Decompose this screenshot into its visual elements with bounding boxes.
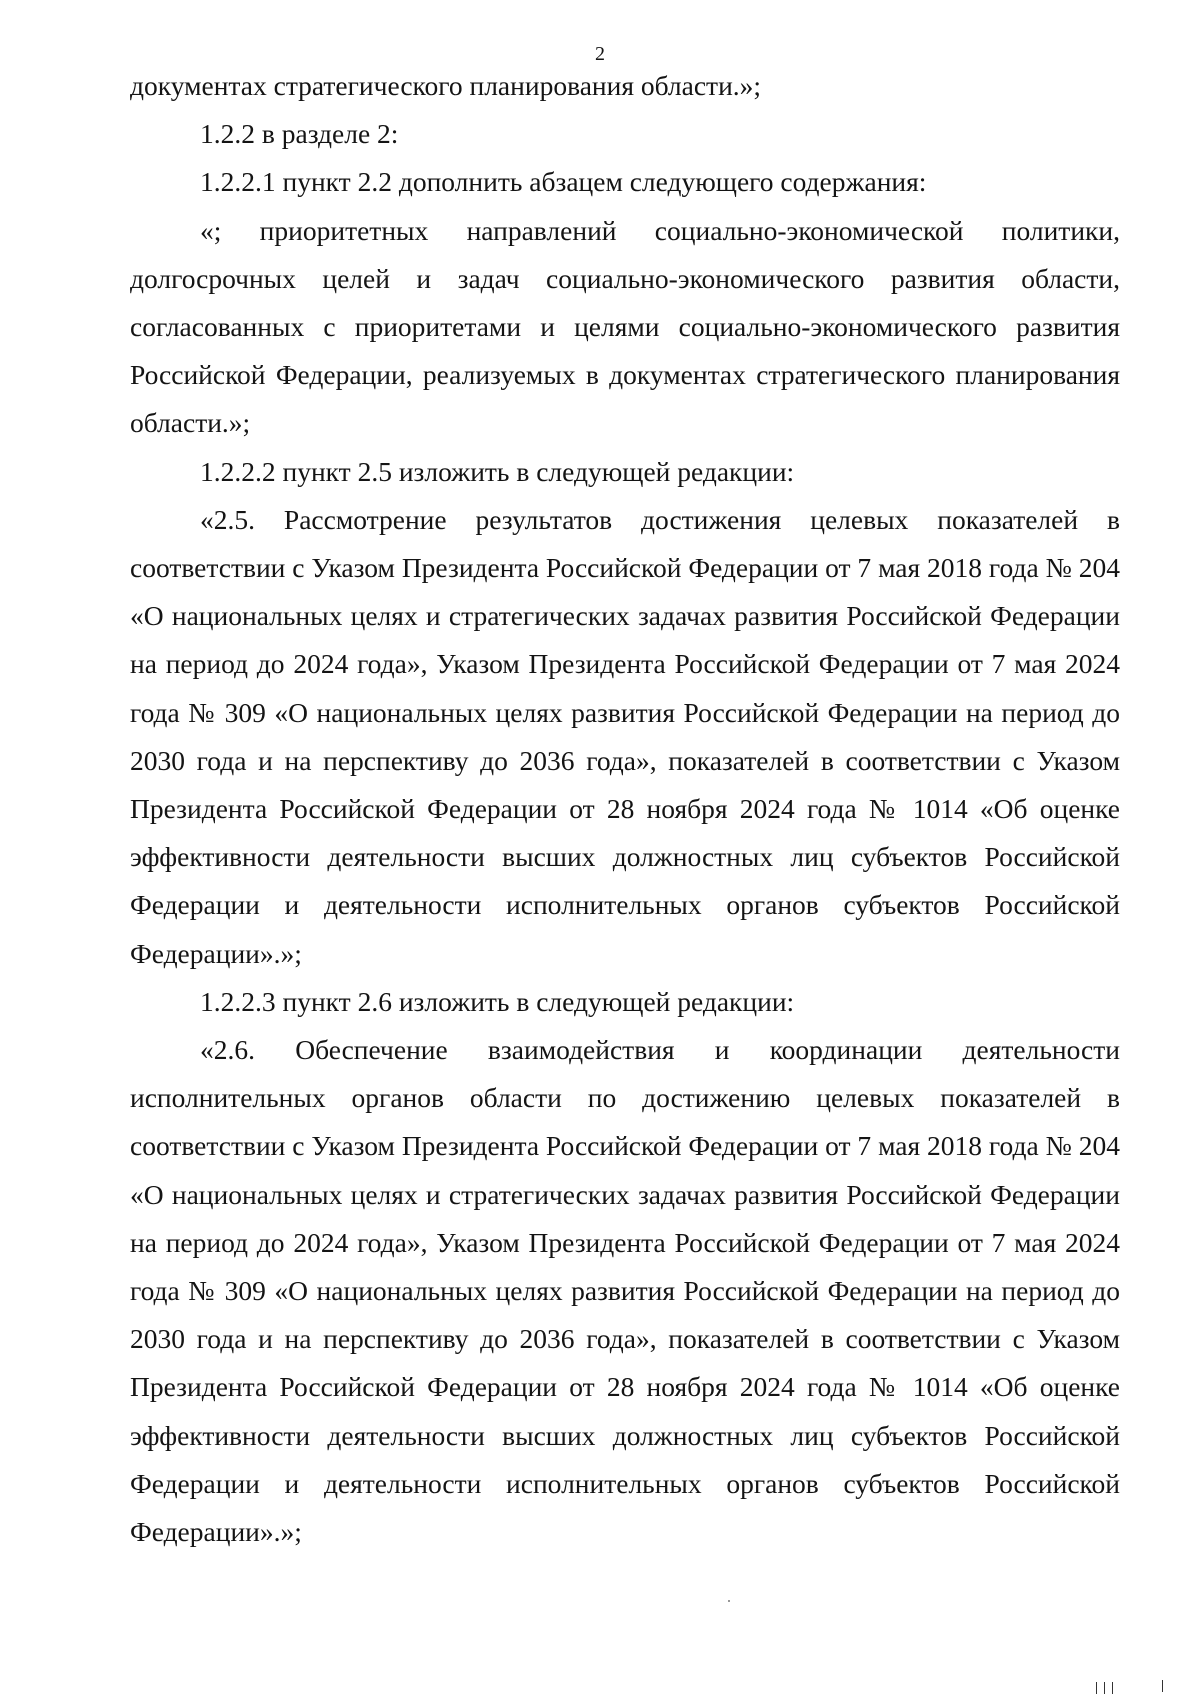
paragraph-item-1-2-2-1: 1.2.2.1 пункт 2.2 дополнить абзацем следующего содержания: — [200, 166, 927, 198]
paragraph-quote-2-6: «2.6. Обеспечение взаимодействия и координации деятельности исполнительных органов области по достижению целевых показателей в соответствии с Указом Президента Российской Федерации от 7 мая 2018 года № 204 «О национальных целях и стратегических задачах развития Российской Федерации на период до 2024 года», Указом Президента Российской Федерации от 7 мая 2024 года № 309 «О национальных целях развития Российской Федерации на период до 2030 года и на перспективу до 2036 года», показателей в соответствии с Указом Президента Российской Федерации от 28 ноября 2024 года № 1014 «Об оценке эффективности деятельности высших должностных лиц субъектов Российской Федерации и деятельности исполнительных органов субъектов Российской Федерации».»; — [130, 1034, 1120, 1548]
paragraph-continuation: документах стратегического планирования области.»; — [130, 70, 762, 101]
paragraph-item-1-2-2: 1.2.2 в разделе 2: — [200, 118, 399, 150]
scan-speck — [728, 1600, 730, 1602]
scan-edge-mark — [1162, 1680, 1163, 1692]
document-body — [130, 62, 1120, 1556]
scan-edge-mark — [1104, 1682, 1105, 1694]
paragraph-item-1-2-2-2: 1.2.2.2 пункт 2.5 изложить в следующей редакции: — [200, 455, 795, 487]
scan-edge-mark — [1112, 1682, 1113, 1694]
paragraph-item-1-2-2-3: 1.2.2.3 пункт 2.6 изложить в следующей редакции: — [200, 985, 795, 1017]
scan-edge-mark — [1096, 1682, 1097, 1694]
paragraph-quote-2-2-addition: «; приоритетных направлений социально-экономической политики, долгосрочных целей и задач социально-экономического развития области, согласованных с приоритетами и целями социально-экономического развития Российской Федерации, реализуемых в документах стратегического планирования области.»; — [130, 214, 1120, 439]
paragraph-quote-2-5: «2.5. Рассмотрение результатов достижения целевых показателей в соответствии с Указом Президента Российской Федерации от 7 мая 2018 года № 204 «О национальных целях и стратегических задачах развития Российской Федерации на период до 2024 года», Указом Президента Российской Федерации от 7 мая 2024 года № 309 «О национальных целях развития Российской Федерации на период до 2030 года и на перспективу до 2036 года», показателей в соответствии с Указом Президента Российской Федерации от 28 ноября 2024 года № 1014 «Об оценке эффективности деятельности высших должностных лиц субъектов Российской Федерации и деятельности исполнительных органов субъектов Российской Федерации».»; — [130, 503, 1120, 969]
page-number: 2 — [595, 43, 605, 65]
